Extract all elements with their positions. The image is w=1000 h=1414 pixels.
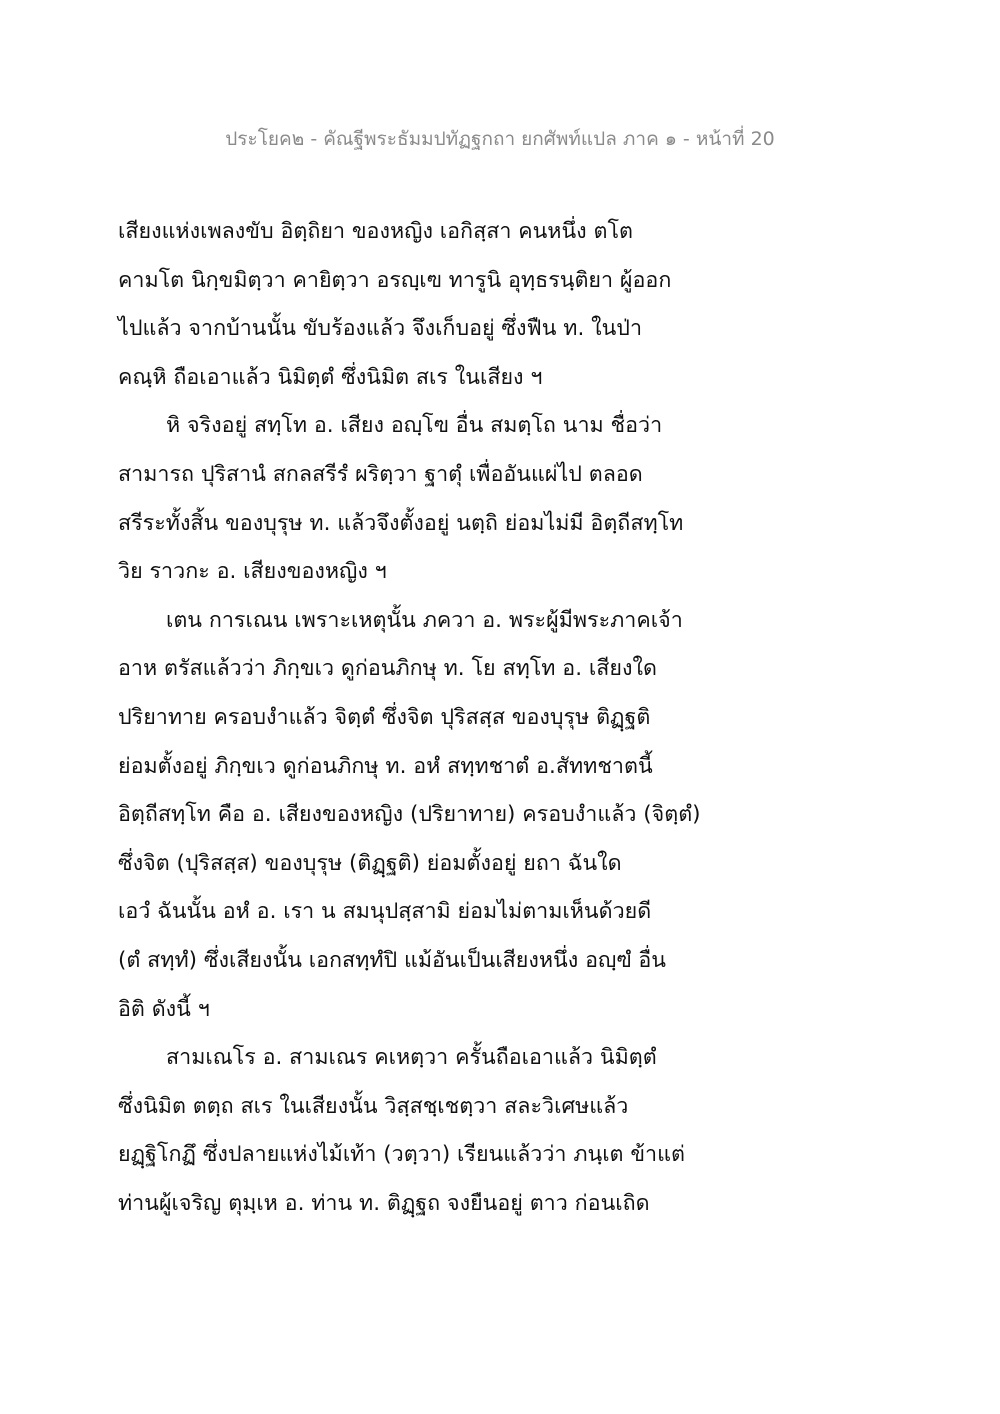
text-line: วิย ราวกะ อ. เสียงของหญิง ฯ — [118, 559, 387, 585]
paragraph-start-line: เตน การเณน เพราะเหตุนั้น ภควา อ. พระผู้มีพระภาคเจ้า — [166, 607, 683, 633]
text-line: คามโต นิกฺขมิตฺวา คายิตฺวา อรญฺเฃ ทารูนิ อุทฺธรนฺติยา ผู้ออก — [118, 267, 672, 293]
text-line: อิติ ดังนี้ ฯ — [118, 996, 210, 1022]
text-line: สรีระทั้งสิ้น ของบุรุษ ท. แล้วจึงตั้งอยู่ นตฺถิ ย่อมไม่มี อิตฺถีสทฺโท — [118, 510, 684, 536]
text-line: ยฏฺฐิโกฏึ ซึ่งปลายแห่งไม้เท้า (วตฺวา) เรียนแล้วว่า ภนฺเต ข้าแต่ — [118, 1142, 685, 1168]
text-line: ไปแล้ว จากบ้านนั้น ขับร้องแล้ว จึงเก็บอยู่ ซึ่งฟืน ท. ในป่า — [118, 316, 643, 342]
text-line: เสียงแห่งเพลงขับ อิตฺถิยา ของหญิง เอกิสฺสา คนหนึ่ง ตโต — [118, 219, 633, 244]
text-line: (ตํ สทฺทํ) ซึ่งเสียงนั้น เอกสทฺทํปิ แม้อันเป็นเสียงหนึ่ง อญฺฃํ อื่น — [118, 947, 666, 973]
text-line: ซึ่งนิมิต ตตฺถ สเร ในเสียงนั้น วิสฺสชฺเชตฺวา สละวิเศษแล้ว — [118, 1093, 629, 1119]
text-line: ท่านผู้เจริญ ตุมฺเห อ. ท่าน ท. ติฏฺฐถ จงยืนอยู่ ตาว ก่อนเถิด — [118, 1190, 650, 1216]
text-line: อิตฺถีสทฺโท คือ อ. เสียงของหญิง (ปริยาทาย) ครอบงำแล้ว (จิตฺตํ) — [118, 802, 701, 828]
paragraph-start-line: หิ จริงอยู่ สทฺโท อ. เสียง อญฺโฃ อื่น สมตฺโถ นาม ชื่อว่า — [166, 413, 663, 439]
text-line: เอวํ ฉันนั้น อหํ อ. เรา น สมนุปสฺสามิ ย่อมไม่ตามเห็นด้วยดี — [118, 899, 652, 925]
paragraph-start-line: สามเณโร อ. สามเณร คเหตฺวา ครั้นถือเอาแล้ว นิมิตฺตํ — [166, 1045, 657, 1071]
text-line: คณฺหิ ถือเอาแล้ว นิมิตฺตํ ซึ่งนิมิต สเร ในเสียง ฯ — [118, 364, 543, 390]
text-line: ปริยาทาย ครอบงำแล้ว จิตฺตํ ซึ่งจิต ปุริสสฺส ของบุรุษ ติฏฺฐติ — [118, 704, 651, 730]
body-text — [118, 214, 701, 1234]
text-line: อาห ตรัสแล้วว่า ภิกฺขเว ดูก่อนภิกษุ ท. โย สทฺโท อ. เสียงใด — [118, 656, 657, 682]
text-line: ย่อมตั้งอยู่ ภิกฺขเว ดูก่อนภิกษุ ท. อหํ สทฺทชาตํ อ.สัททชาตนี้ — [118, 753, 653, 779]
text-line: ซึ่งจิต (ปุริสสฺส) ของบุรุษ (ติฏฺฐติ) ย่อมตั้งอยู่ ยถา ฉันใด — [118, 850, 622, 876]
running-header: ประโยค๒ - คัณฐีพระธัมมปทัฏฐกถา ยกศัพท์แปล ภาค ๑ - หน้าที่ 20 — [225, 128, 775, 150]
text-line: สามารถ ปุริสานํ สกลสรีรํ ผริตฺวา ฐาตุํ เพื่ออันแผ่ไป ตลอด — [118, 461, 643, 487]
